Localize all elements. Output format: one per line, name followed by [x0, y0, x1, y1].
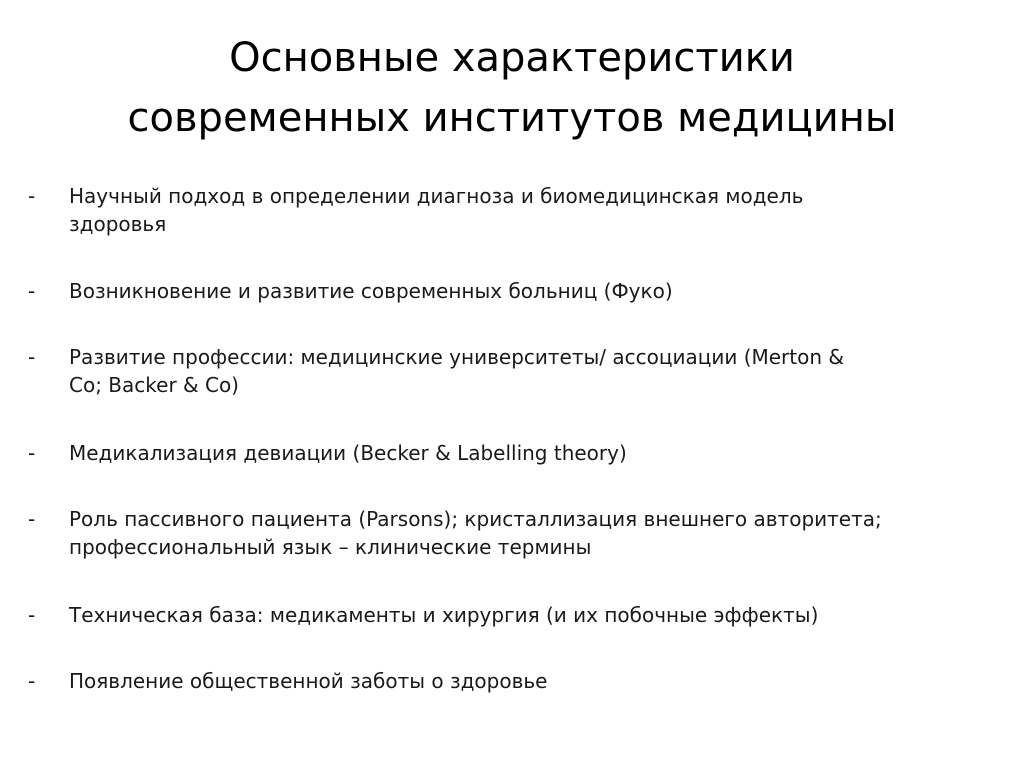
bullet-text-line: Развитие профессии: медицинские университеты/ ассоциации (Merton & [69, 345, 844, 369]
bullet-text-line: Возникновение и развитие современных больниц (Фуко) [69, 279, 673, 303]
bullet-dash: - [28, 279, 36, 303]
bullet-text-line: Co; Backer & Co) [69, 373, 239, 397]
bullet-text-line: Роль пассивного пациента (Parsons); кристаллизация внешнего авторитета; [69, 507, 882, 531]
bullet-dash: - [28, 669, 36, 693]
bullet-item [28, 343, 844, 399]
bullet-item [28, 505, 882, 561]
bullet-text-line: Появление общественной заботы о здоровье [69, 669, 548, 693]
bullet-item [28, 439, 627, 467]
bullet-item [28, 601, 818, 629]
bullet-item [28, 277, 673, 305]
bullet-text-line: здоровья [69, 212, 167, 236]
bullet-text-line: Техническая база: медикаменты и хирургия (и их побочные эффекты) [69, 603, 819, 627]
bullet-dash: - [28, 184, 36, 208]
bullet-text-line: Медикализация девиации (Becker & Labelling theory) [69, 441, 627, 465]
bullet-dash: - [28, 507, 36, 531]
slide-title [40, 28, 984, 148]
bullet-item [28, 182, 803, 238]
bullet-item [28, 667, 547, 695]
bullet-text-line: Научный подход в определении диагноза и биомедицинская модель [69, 184, 804, 208]
bullet-dash: - [28, 441, 36, 465]
bullet-dash: - [28, 603, 36, 627]
bullet-dash: - [28, 345, 36, 369]
bullet-text-line: профессиональный язык – клинические термины [69, 535, 592, 559]
slide-title-line-1: Основные характеристики [229, 35, 795, 81]
slide-title-line-2: современных институтов медицины [127, 95, 897, 141]
